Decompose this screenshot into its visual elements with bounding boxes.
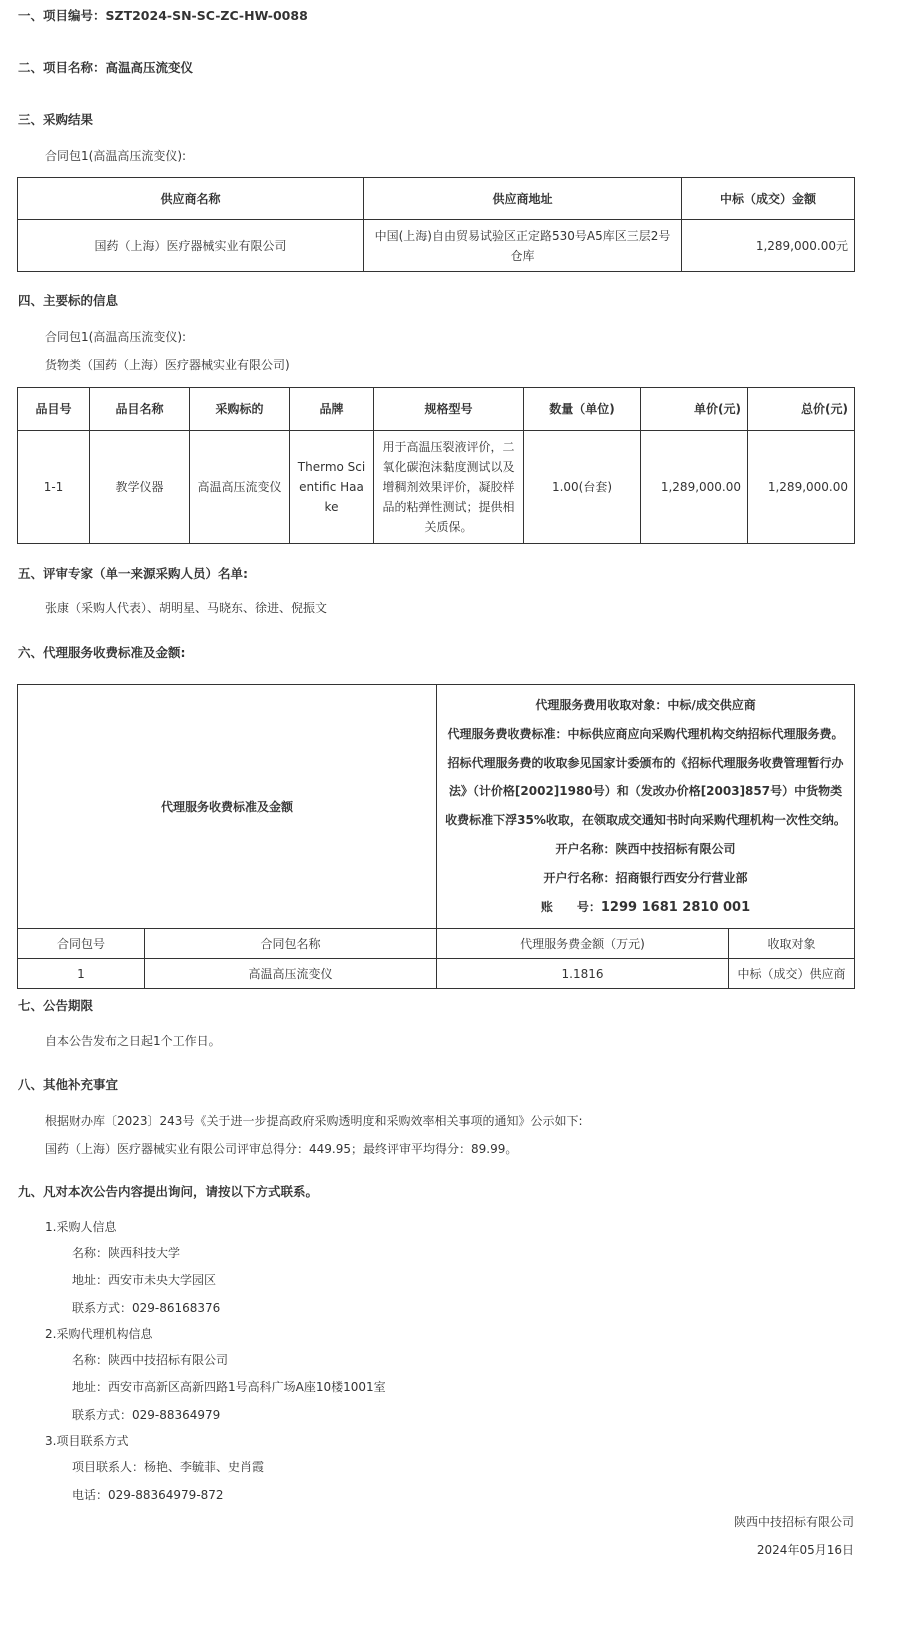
- col-item-no: 品目号: [18, 388, 90, 431]
- account-number-label: 账 号：: [540, 899, 601, 914]
- col-package-name: 合同包名称: [145, 929, 437, 959]
- main-items-heading: 四、主要标的信息: [18, 293, 119, 308]
- experts-list: 张康（采购人代表）、胡明星、马晓东、徐进、倪振文: [45, 601, 328, 615]
- agency-address: 地址：西安市高新区高新四路1号高科广场A座10楼1001室: [72, 1380, 386, 1394]
- bank-name-line: 开户行名称：招商银行西安分行营业部: [543, 870, 748, 885]
- supplementary-line-2: 国药（上海）医疗器械实业有限公司评审总得分：449.95；最终评审平均得分：89.99。: [45, 1142, 518, 1156]
- item-name: 教学仪器: [90, 431, 190, 544]
- fee-amount: 1.1816: [437, 959, 729, 989]
- item-quantity: 1.00(台套): [524, 431, 641, 544]
- col-unit-price: 单价(元): [641, 388, 748, 431]
- contact-heading: 九、凡对本次公告内容提出询问，请按以下方式联系。: [18, 1184, 319, 1199]
- col-award-amount: 中标（成交）金额: [682, 178, 855, 220]
- item-no: 1-1: [18, 431, 90, 544]
- col-target: 采购标的: [190, 388, 290, 431]
- result-table: [17, 177, 855, 272]
- col-total-price: 总价(元): [748, 388, 855, 431]
- item-spec: 用于高温压裂液评价，二氧化碳泡沫黏度测试以及增稠剂效果评价，凝胶样品的粘弹性测试；提供相关质保。: [374, 431, 524, 544]
- supplementary-heading: 八、其他补充事宜: [18, 1077, 119, 1092]
- col-spec: 规格型号: [374, 388, 524, 431]
- buyer-info-title: 1.采购人信息: [45, 1220, 117, 1234]
- supplier-name: 国药（上海）医疗器械实业有限公司: [18, 220, 364, 272]
- buyer-name: 名称：陕西科技大学: [72, 1246, 181, 1260]
- agency-name: 名称：陕西中技招标有限公司: [72, 1353, 229, 1367]
- item-unit-price: 1,289,000.00: [641, 431, 748, 544]
- footer-company: 陕西中技招标有限公司: [733, 1515, 854, 1529]
- package-no: 1: [18, 959, 145, 989]
- fee-standard-details: [437, 685, 855, 929]
- col-brand: 品牌: [290, 388, 374, 431]
- buyer-phone: 联系方式：029-86168376: [72, 1301, 221, 1315]
- project-number-value: SZT2024-SN-SC-ZC-HW-0088: [105, 8, 308, 23]
- account-name-line: 开户名称：陕西中技招标有限公司: [555, 841, 736, 856]
- agency-phone: 联系方式：029-88364979: [72, 1408, 221, 1422]
- result-package-label: 合同包1(高温高压流变仪):: [45, 149, 187, 163]
- col-supplier-name: 供应商名称: [18, 178, 364, 220]
- supplementary-line-1: 根据财办库〔2023〕243号《关于进一步提高政府采购透明度和采购效率相关事项的通知》公示如下:: [45, 1114, 583, 1128]
- col-fee-target: 收取对象: [729, 929, 855, 959]
- col-fee-amount: 代理服务费金额（万元): [437, 929, 729, 959]
- notice-period-text: 自本公告发布之日起1个工作日。: [45, 1034, 221, 1048]
- items-package-label: 合同包1(高温高压流变仪):: [45, 330, 187, 344]
- item-target: 高温高压流变仪: [190, 431, 290, 544]
- item-total-price: 1,289,000.00: [748, 431, 855, 544]
- notice-period-heading: 七、公告期限: [18, 998, 94, 1013]
- fee-standard-label: 代理服务收费标准及金额: [18, 685, 437, 929]
- supplier-address: 中国(上海)自由贸易试验区正定路530号A5库区三层2号仓库: [364, 220, 682, 272]
- table-row: [18, 220, 855, 272]
- fee-standard-line: 代理服务费收费标准：中标供应商应向采购代理机构交纳招标代理服务费。招标代理服务费的收取参见国家计委颁布的《招标代理服务收费管理暂行办法》（计价格[2002]1980号）和（发改办价格[2003]857号）中货物类收费标准下浮35%收取，在领取成交通知书时向采购代理机构一次性交纳。: [445, 726, 846, 828]
- agency-fee-heading: 六、代理服务收费标准及金额:: [18, 645, 186, 660]
- package-name: 高温高压流变仪: [145, 959, 437, 989]
- table-row: [18, 431, 855, 544]
- project-contact-title: 3.项目联系方式: [45, 1434, 129, 1448]
- col-item-name: 品目名称: [90, 388, 190, 431]
- col-supplier-address: 供应商地址: [364, 178, 682, 220]
- agency-info-title: 2.采购代理机构信息: [45, 1327, 153, 1341]
- col-quantity: 数量（单位): [524, 388, 641, 431]
- project-contact-people: 项目联系人：杨艳、李毓菲、史肖霞: [72, 1460, 265, 1474]
- footer-date: 2024年05月16日: [756, 1543, 854, 1557]
- col-package-no: 合同包号: [18, 929, 145, 959]
- account-number-line: [445, 893, 846, 923]
- experts-heading: 五、评审专家（单一来源采购人员）名单:: [18, 566, 248, 581]
- buyer-address: 地址：西安市未央大学园区: [72, 1273, 217, 1287]
- agency-fee-table: [17, 684, 855, 989]
- project-number-label: 一、项目编号：: [18, 8, 106, 23]
- fee-target: 中标（成交）供应商: [729, 959, 855, 989]
- table-row: [18, 959, 855, 989]
- item-brand: Thermo Scientific Haake: [290, 431, 374, 544]
- award-amount: 1,289,000.00元: [682, 220, 855, 272]
- procurement-result-heading: 三、采购结果: [18, 112, 94, 127]
- items-category-label: 货物类（国药（上海）医疗器械实业有限公司): [45, 358, 290, 372]
- account-number: 1299 1681 2810 001: [600, 899, 751, 915]
- project-name-heading: 二、项目名称：高温高压流变仪: [18, 60, 194, 75]
- items-table: [17, 387, 855, 544]
- project-contact-phone: 电话：029-88364979-872: [72, 1488, 224, 1502]
- project-number-heading: [18, 8, 308, 24]
- fee-object-line: 代理服务费用收取对象：中标/成交供应商: [535, 698, 756, 712]
